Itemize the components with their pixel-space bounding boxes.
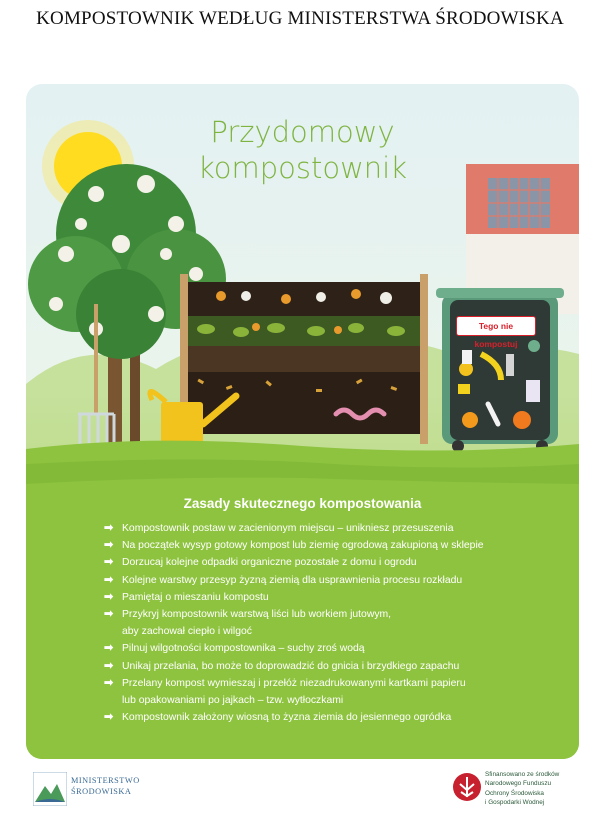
rules-list [104,520,484,726]
ministry-logo [33,772,163,812]
mountain-logo-icon [33,772,67,806]
heading-line-1: Przydomowy [210,115,395,149]
waste-bin-icon [436,288,564,452]
list-item: ➡ Dorzucaj kolejne odpadki organiczne pozostałe z domu i ogrodu [104,554,484,571]
list-item: ➡ Przelany kompost wymieszaj i przełóż niezadrukowanymi kartkami papieru lub opakowaniami po jajkach – tzw. wytłoczkami [104,676,466,707]
arrow-right-icon: ➡ [104,539,114,552]
arrow-right-icon: ➡ [104,522,114,534]
arrow-right-icon: ➡ [104,642,114,655]
fund-text: Sfinansowano ze środków Narodowego Funduszu Ochrony Środowiska i Gospodarki Wodnej [485,771,560,806]
rules-title: Zasady skutecznego kompostowania [183,496,422,511]
list-item: ➡ Kolejne warstwy przesyp żyzną ziemią dla usprawnienia procesu rozkładu [104,572,484,589]
arrow-right-icon: ➡ [104,608,114,621]
arrow-right-icon: ➡ [104,556,114,569]
arrow-right-icon: ➡ [104,590,114,603]
list-item: ➡ Przykryj kompostownik warstwą liści lub workiem jutowym, aby zachował ciepło i wilgoć [104,608,392,638]
compost-box [180,274,428,444]
heading-line-2: kompostownik [197,151,408,185]
arrow-right-icon: ➡ [104,676,114,689]
ministry-logo-text: MINISTERSTWO ŚRODOWISKA [71,776,140,796]
list-item-continuation: aby zachował ciepło i wilgoć [122,626,252,638]
poster-heading [26,114,579,186]
arrow-right-icon: ➡ [104,659,114,672]
fund-logo [452,770,592,830]
fund-emblem-icon [452,772,482,802]
list-item: ➡ Pamiętaj o mieszaniu kompostu [104,589,484,606]
bin-warning-label: Tego nie kompostuj [456,316,536,336]
arrow-right-icon: ➡ [104,711,114,724]
list-item: ➡ Pilnuj wilgotności kompostownika – suchy zroś wodą [104,640,484,657]
list-item: ➡ Unikaj przelania, bo może to doprowadzić do gnicia i brzydkiego zapachu [104,658,484,675]
poster [26,84,579,759]
list-item: ➡ Na początek wysyp gotowy kompost lub ziemię ogrodową zakupioną w sklepie [104,537,484,554]
arrow-right-icon: ➡ [104,573,114,586]
list-item: ➡ Kompostownik założony wiosną to żyzna ziemia do jesiennego ogródka [104,709,484,726]
document-title: KOMPOSTOWNIK WEDŁUG MINISTERSTWA ŚRODOWISKA [36,8,564,29]
list-item-continuation: lub opakowaniami po jajkach – tzw. wytłoczkami [122,695,344,707]
list-item: ➡ Kompostownik postaw w zacienionym miejscu – unikniesz przesuszenia [104,520,484,537]
